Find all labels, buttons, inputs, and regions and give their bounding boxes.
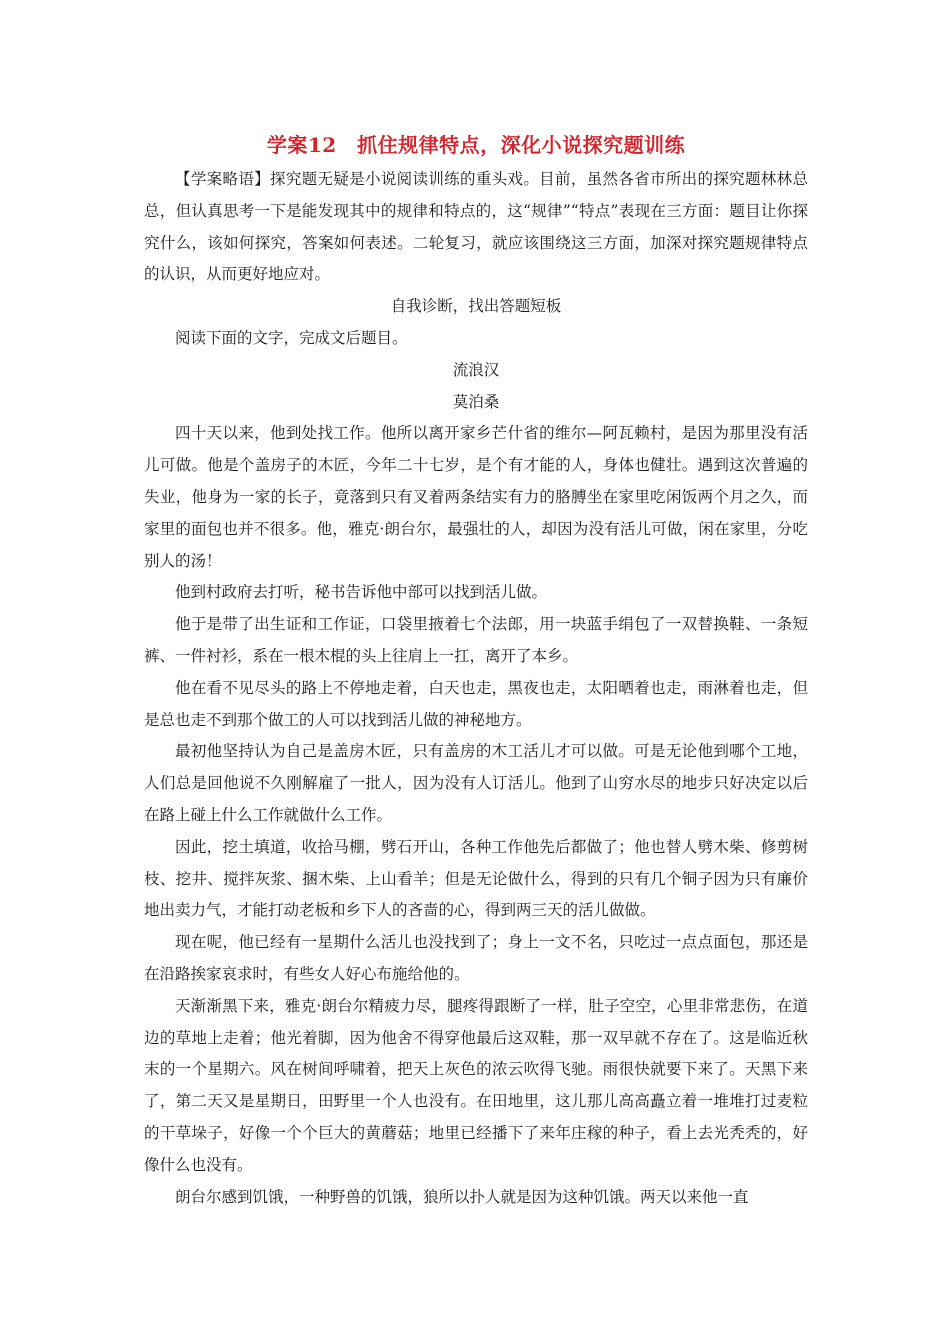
page-title: 学案12 抓住规律特点，深化小说探究题训练	[266, 133, 686, 157]
story-author: 莫泊桑	[452, 392, 500, 411]
story-title: 流浪汉	[452, 360, 500, 379]
story-paragraph: 朗台尔感到饥饿，一种野兽的饥饿，狼所以扑人就是因为这种饥饿。两天以来他一直	[175, 1187, 749, 1206]
story-paragraph: 因此，挖土填道，收拾马棚，劈石开山，各种工作他先后都做了；他也替人劈木柴、修剪树枝、挖井、搅拌灰浆、捆木柴、上山看羊；但是无论做什么，得到的只有几个铜子因为只有廉价地出卖力气，才能打动老板和乡下人的吝啬的心，得到两三天的活儿做做。	[144, 837, 808, 920]
instruction-text: 阅读下面的文字，完成文后题目。	[175, 328, 408, 347]
story-paragraph: 他于是带了出生证和工作证，口袋里掖着七个法郎，用一块蓝手绢包了一双替换鞋、一条短裤、一件衬衫，系在一根木棍的头上往肩上一扛，离开了本乡。	[144, 615, 808, 665]
story-paragraph: 四十天以来，他到处找工作。他所以离开家乡芒什省的维尔—阿瓦赖村，是因为那里没有活儿可做。他是个盖房子的木匠，今年二十七岁，是个有才能的人，身体也健壮。遇到这次普遍的失业，他身为一家的长子，竟落到只有叉着两条结实有力的胳膊坐在家里吃闲饭两个月之久，而家里的面包也并不很多。他，雅克·朗台尔，最强壮的人，却因为没有活儿可做，闲在家里，分吃别人的汤！	[144, 424, 808, 570]
document-page	[144, 128, 808, 1213]
story-paragraph: 他到村政府去打听，秘书告诉他中部可以找到活儿做。	[175, 583, 548, 602]
intro-paragraph	[144, 164, 808, 291]
story-paragraph: 他在看不见尽头的路上不停地走着，白天也走，黑夜也走，太阳晒着也走，雨淋着也走，但是总也走不到那个做工的人可以找到活儿做的神秘地方。	[144, 678, 808, 729]
story-paragraph: 最初他坚持认为自己是盖房木匠，只有盖房的木工活儿才可以做。可是无论他到哪个工地，人们总是回他说不久刚解雇了一批人，因为没有人订活儿。他到了山穷水尽的地步只好决定以后在路上碰上什么工作就做什么工作。	[144, 742, 808, 824]
intro-text: 探究题无疑是小说阅读训练的重头戏。目前，虽然各省市所出的探究题林林总总，但认真思考一下是能发现其中的规律和特点的，这“规律”“特点”表现在三方面：题目让你探究什么，该如何探究，答案如何表述。二轮复习，就应该围绕这三方面，加深对探究题规律特点的认识，从而更好地应对。	[144, 170, 808, 284]
story-paragraph: 现在呢，他已经有一星期什么活儿也没找到了；身上一文不名，只吃过一点点面包，那还是在沿路挨家哀求时，有些女人好心布施给他的。	[144, 933, 808, 983]
section-heading: 自我诊断，找出答题短板	[390, 297, 562, 316]
intro-label: 【学案略语】	[175, 170, 270, 188]
story-paragraph: 天渐渐黑下来，雅克·朗台尔精疲力尽，腿疼得跟断了一样，肚子空空，心里非常悲伤，在道边的草地上走着；他光着脚，因为他舍不得穿他最后这双鞋，那一双早就不存在了。这是临近秋末的一个星期六。风在树间呼啸着，把天上灰色的浓云吹得飞驰。雨很快就要下来了。天黑下来了，第二天又是星期日，田野里一个人也没有。在田地里，这儿那儿高高矗立着一堆堆打过麦粒的干草垛子，好像一个个巨大的黄蘑菇；地里已经播下了来年庄稼的种子，看上去光秃秃的，好像什么也没有。	[144, 996, 808, 1174]
